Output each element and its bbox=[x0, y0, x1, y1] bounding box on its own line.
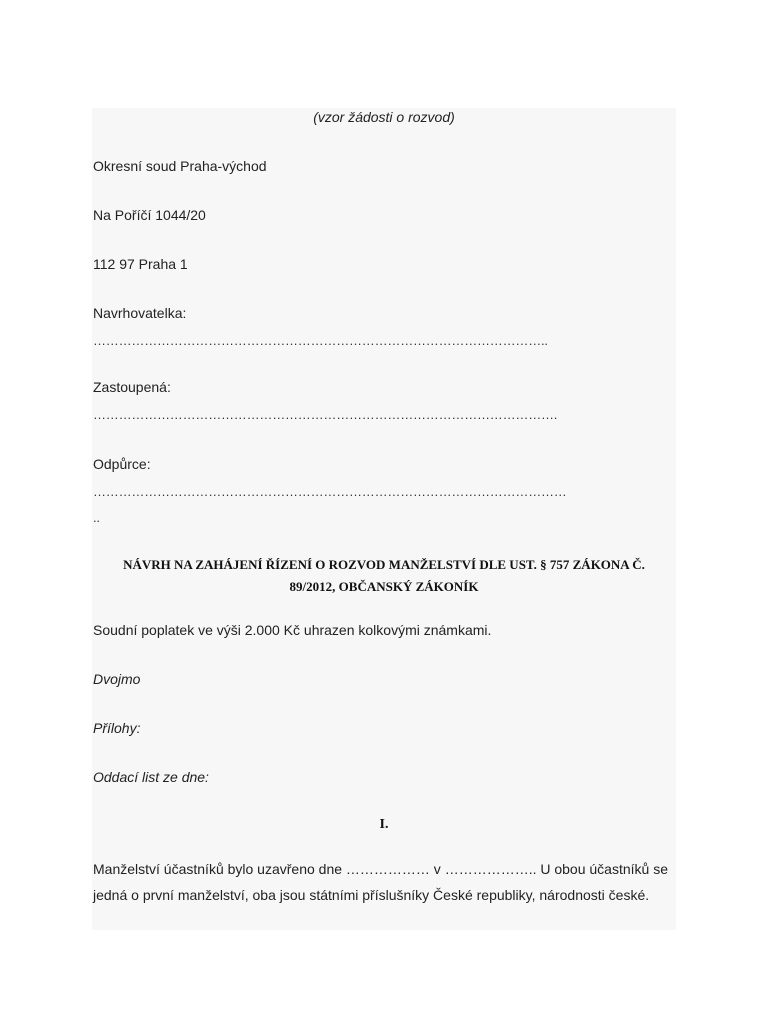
marriage-certificate-line: Oddací list ze dne: bbox=[93, 769, 209, 785]
petitioner-label: Navrhovatelka: bbox=[93, 305, 187, 321]
document-page bbox=[92, 108, 676, 930]
copies-note: Dvojmo bbox=[93, 671, 141, 687]
header-note: (vzor žádosti o rozvod) bbox=[313, 109, 455, 125]
respondent-label: Odpůrce: bbox=[93, 456, 151, 472]
court-city: 112 97 Praha 1 bbox=[93, 256, 188, 272]
petitioner-blank: …………………………………………………………………………………………….. bbox=[93, 333, 548, 348]
respondent-blank: ………………………………………………………………………………………………… bbox=[93, 484, 567, 499]
document-title-line-1: NÁVRH NA ZAHÁJENÍ ŘÍZENÍ O ROZVOD MANŽELSTVÍ DLE UST. § 757 ZÁKONA Č. bbox=[123, 557, 645, 572]
section-paragraph: Manželství účastníků bylo uzavřeno dne ……………… v ……………….. U obou účastníků se jedná o první manželství, oba jsou státními příslušníky České republiky, národnosti české. bbox=[93, 861, 668, 903]
section-number: I. bbox=[379, 817, 389, 832]
attachments-label: Přílohy: bbox=[93, 720, 141, 736]
respondent-blank-continued: .. bbox=[93, 510, 100, 525]
represented-label: Zastoupená: bbox=[93, 379, 171, 395]
represented-blank: ………………………………………………………………………………………………. bbox=[93, 407, 558, 422]
court-fee-note: Soudní poplatek ve výši 2.000 Kč uhrazen kolkovými známkami. bbox=[93, 622, 492, 638]
court-street: Na Poříčí 1044/20 bbox=[93, 207, 206, 223]
document-title-line-2: 89/2012, OBČANSKÝ ZÁKONÍK bbox=[289, 579, 479, 594]
court-name: Okresní soud Praha-východ bbox=[93, 158, 267, 174]
